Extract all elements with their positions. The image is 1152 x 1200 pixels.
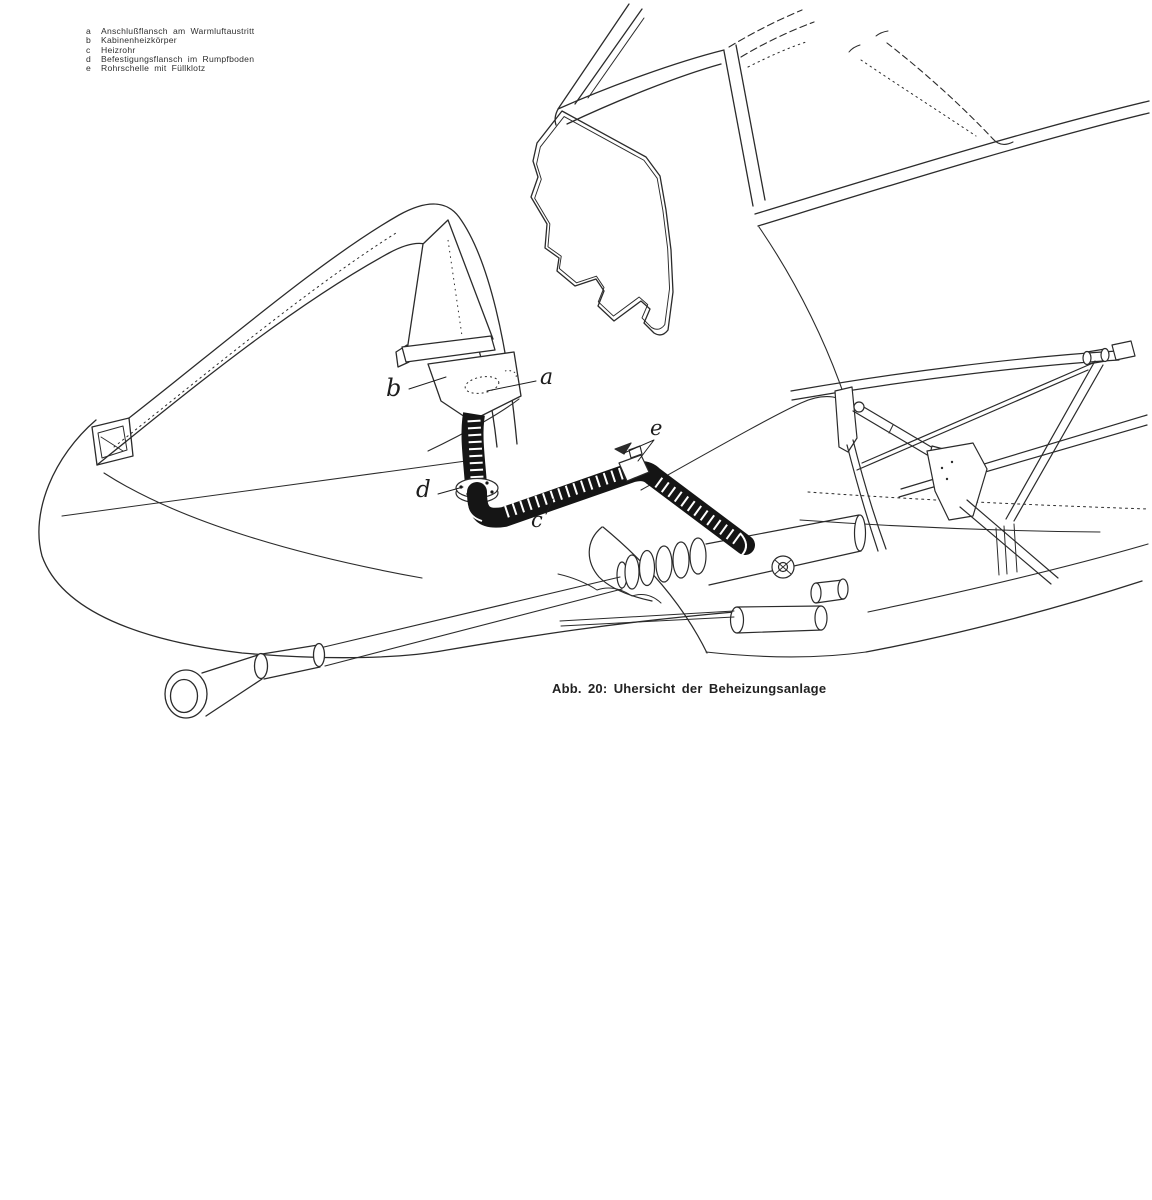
legend-label: Rohrschelle mit Füllklotz [101,63,206,74]
parts-legend [86,27,254,73]
legend-label: Heizrohr [101,44,136,55]
canopy-frame [555,4,1149,398]
gun-assembly [558,515,866,653]
heating-pipe [456,414,746,555]
armor-glass-panel [531,111,673,335]
legend-row-e [86,64,254,73]
part-label-c: c [531,508,543,532]
truss-frame [791,341,1148,584]
gun-barrel [165,577,622,718]
legend-label: Kabinenheizkörper [101,35,177,46]
figure-caption: Abb. 20: Uhersicht der Beheizungsanlage [552,681,827,696]
legend-key: b [86,35,92,46]
part-label-e: e [650,416,663,440]
legend-key: d [86,53,92,64]
legend-key: a [86,26,92,36]
part-label-d: d [416,477,431,503]
part-label-a: a [540,365,554,390]
part-label-b: b [386,374,402,402]
legend-key: e [86,63,92,74]
legend-key: c [86,44,91,55]
legend-label: Anschlußflansch am Warmluftaustritt [101,26,255,36]
heater-duct [396,220,521,421]
legend-label: Befestigungsflansch im Rumpfboden [101,53,255,64]
